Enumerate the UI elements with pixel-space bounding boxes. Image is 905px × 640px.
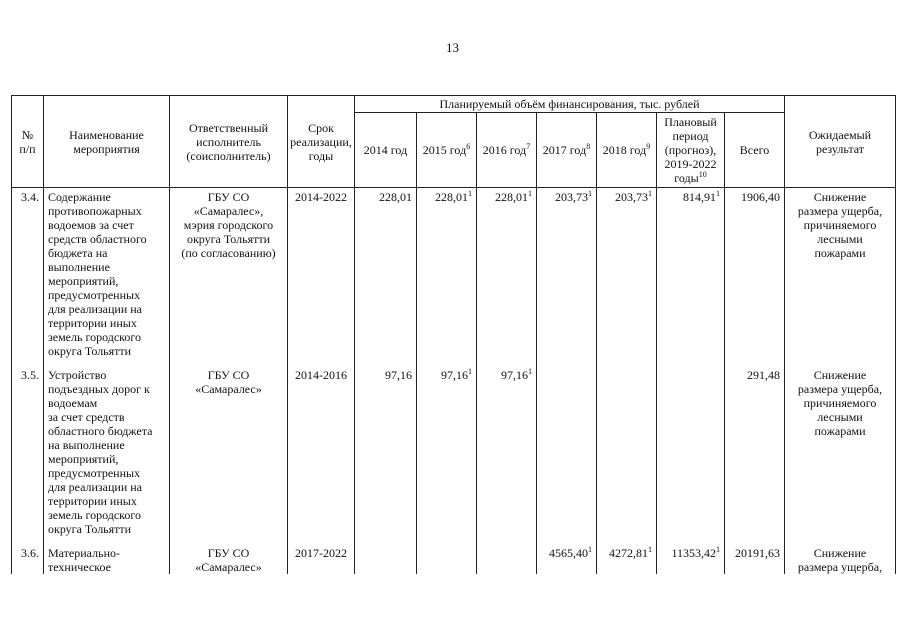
row-value: 228,01 bbox=[355, 188, 417, 359]
row-value bbox=[537, 366, 597, 536]
table-row bbox=[12, 366, 896, 536]
row-value: 228,01$^1$ bbox=[477, 188, 537, 359]
row-number: 3.6. bbox=[12, 544, 44, 574]
header-term: Срок реализации, годы bbox=[288, 96, 355, 188]
funding-table bbox=[11, 95, 896, 574]
header-year-2016: 2016 год$^7$ bbox=[477, 113, 537, 188]
row-name: Устройство подъездных дорог к водоемам за счет средств областного бюджета на выполнение мероприятий, предусмотренных для реализации на территории иных земель городского округа Тольятти bbox=[44, 366, 170, 536]
row-value: 4272,81$^1$ bbox=[597, 544, 657, 574]
row-term: 2014-2022 bbox=[288, 188, 355, 359]
row-value: 11353,42$^1$ bbox=[657, 544, 725, 574]
row-number: 3.4. bbox=[12, 188, 44, 359]
header-name: Наименование мероприятия bbox=[44, 96, 170, 188]
header-year-2018: 2018 год$^9$ bbox=[597, 113, 657, 188]
row-value: 97,16 bbox=[355, 366, 417, 536]
row-value: 203,73$^1$ bbox=[537, 188, 597, 359]
row-value: 814,91$^1$ bbox=[657, 188, 725, 359]
row-value: 228,01$^1$ bbox=[417, 188, 477, 359]
row-value bbox=[597, 366, 657, 536]
row-value: 97,16$^1$ bbox=[477, 366, 537, 536]
row-executor: ГБУ СО «Самаралес» bbox=[170, 366, 288, 536]
row-result: Снижение размера ущерба, bbox=[785, 544, 896, 574]
row-total: 291,48 bbox=[725, 366, 785, 536]
page-number: 13 bbox=[446, 40, 459, 55]
row-value: 203,73$^1$ bbox=[597, 188, 657, 359]
row-term: 2014-2016 bbox=[288, 366, 355, 536]
header-executor: Ответственный исполнитель (соисполнитель) bbox=[170, 96, 288, 188]
row-value: 4565,40$^1$ bbox=[537, 544, 597, 574]
header-result: Ожидаемый результат bbox=[785, 96, 896, 188]
header-funding-group: Планируемый объём финансирования, тыс. рублей bbox=[355, 96, 785, 113]
row-spacer bbox=[12, 536, 896, 544]
row-name: Материально- техническое bbox=[44, 544, 170, 574]
header-plan-period: Плановый период (прогноз), 2019-2022 годы$^{10}$ bbox=[657, 113, 725, 188]
row-spacer bbox=[12, 358, 896, 366]
row-total: 1906,40 bbox=[725, 188, 785, 359]
row-executor: ГБУ СО «Самаралес», мэрия городского округа Тольятти (по согласованию) bbox=[170, 188, 288, 359]
row-result: Снижение размера ущерба, причиняемого лесными пожарами bbox=[785, 188, 896, 359]
table-row bbox=[12, 188, 896, 359]
row-number: 3.5. bbox=[12, 366, 44, 536]
row-total: 20191,63 bbox=[725, 544, 785, 574]
row-value bbox=[417, 544, 477, 574]
header-year-2015: 2015 год$^6$ bbox=[417, 113, 477, 188]
header-year-2014: 2014 год bbox=[355, 113, 417, 188]
row-name: Содержание противопожарных водоемов за счет средств областного бюджета на выполнение мероприятий, предусмотренных для реализации на территории иных земель городского округа Тольятти bbox=[44, 188, 170, 359]
row-executor: ГБУ СО «Самаралес» bbox=[170, 544, 288, 574]
row-value: 97,16$^1$ bbox=[417, 366, 477, 536]
row-term: 2017-2022 bbox=[288, 544, 355, 574]
row-result: Снижение размера ущерба, причиняемого лесными пожарами bbox=[785, 366, 896, 536]
row-value bbox=[657, 366, 725, 536]
header-total: Всего bbox=[725, 113, 785, 188]
row-value bbox=[477, 544, 537, 574]
header-no: № п/п bbox=[12, 96, 44, 188]
header-year-2017: 2017 год$^8$ bbox=[537, 113, 597, 188]
row-value bbox=[355, 544, 417, 574]
table-row bbox=[12, 544, 896, 574]
